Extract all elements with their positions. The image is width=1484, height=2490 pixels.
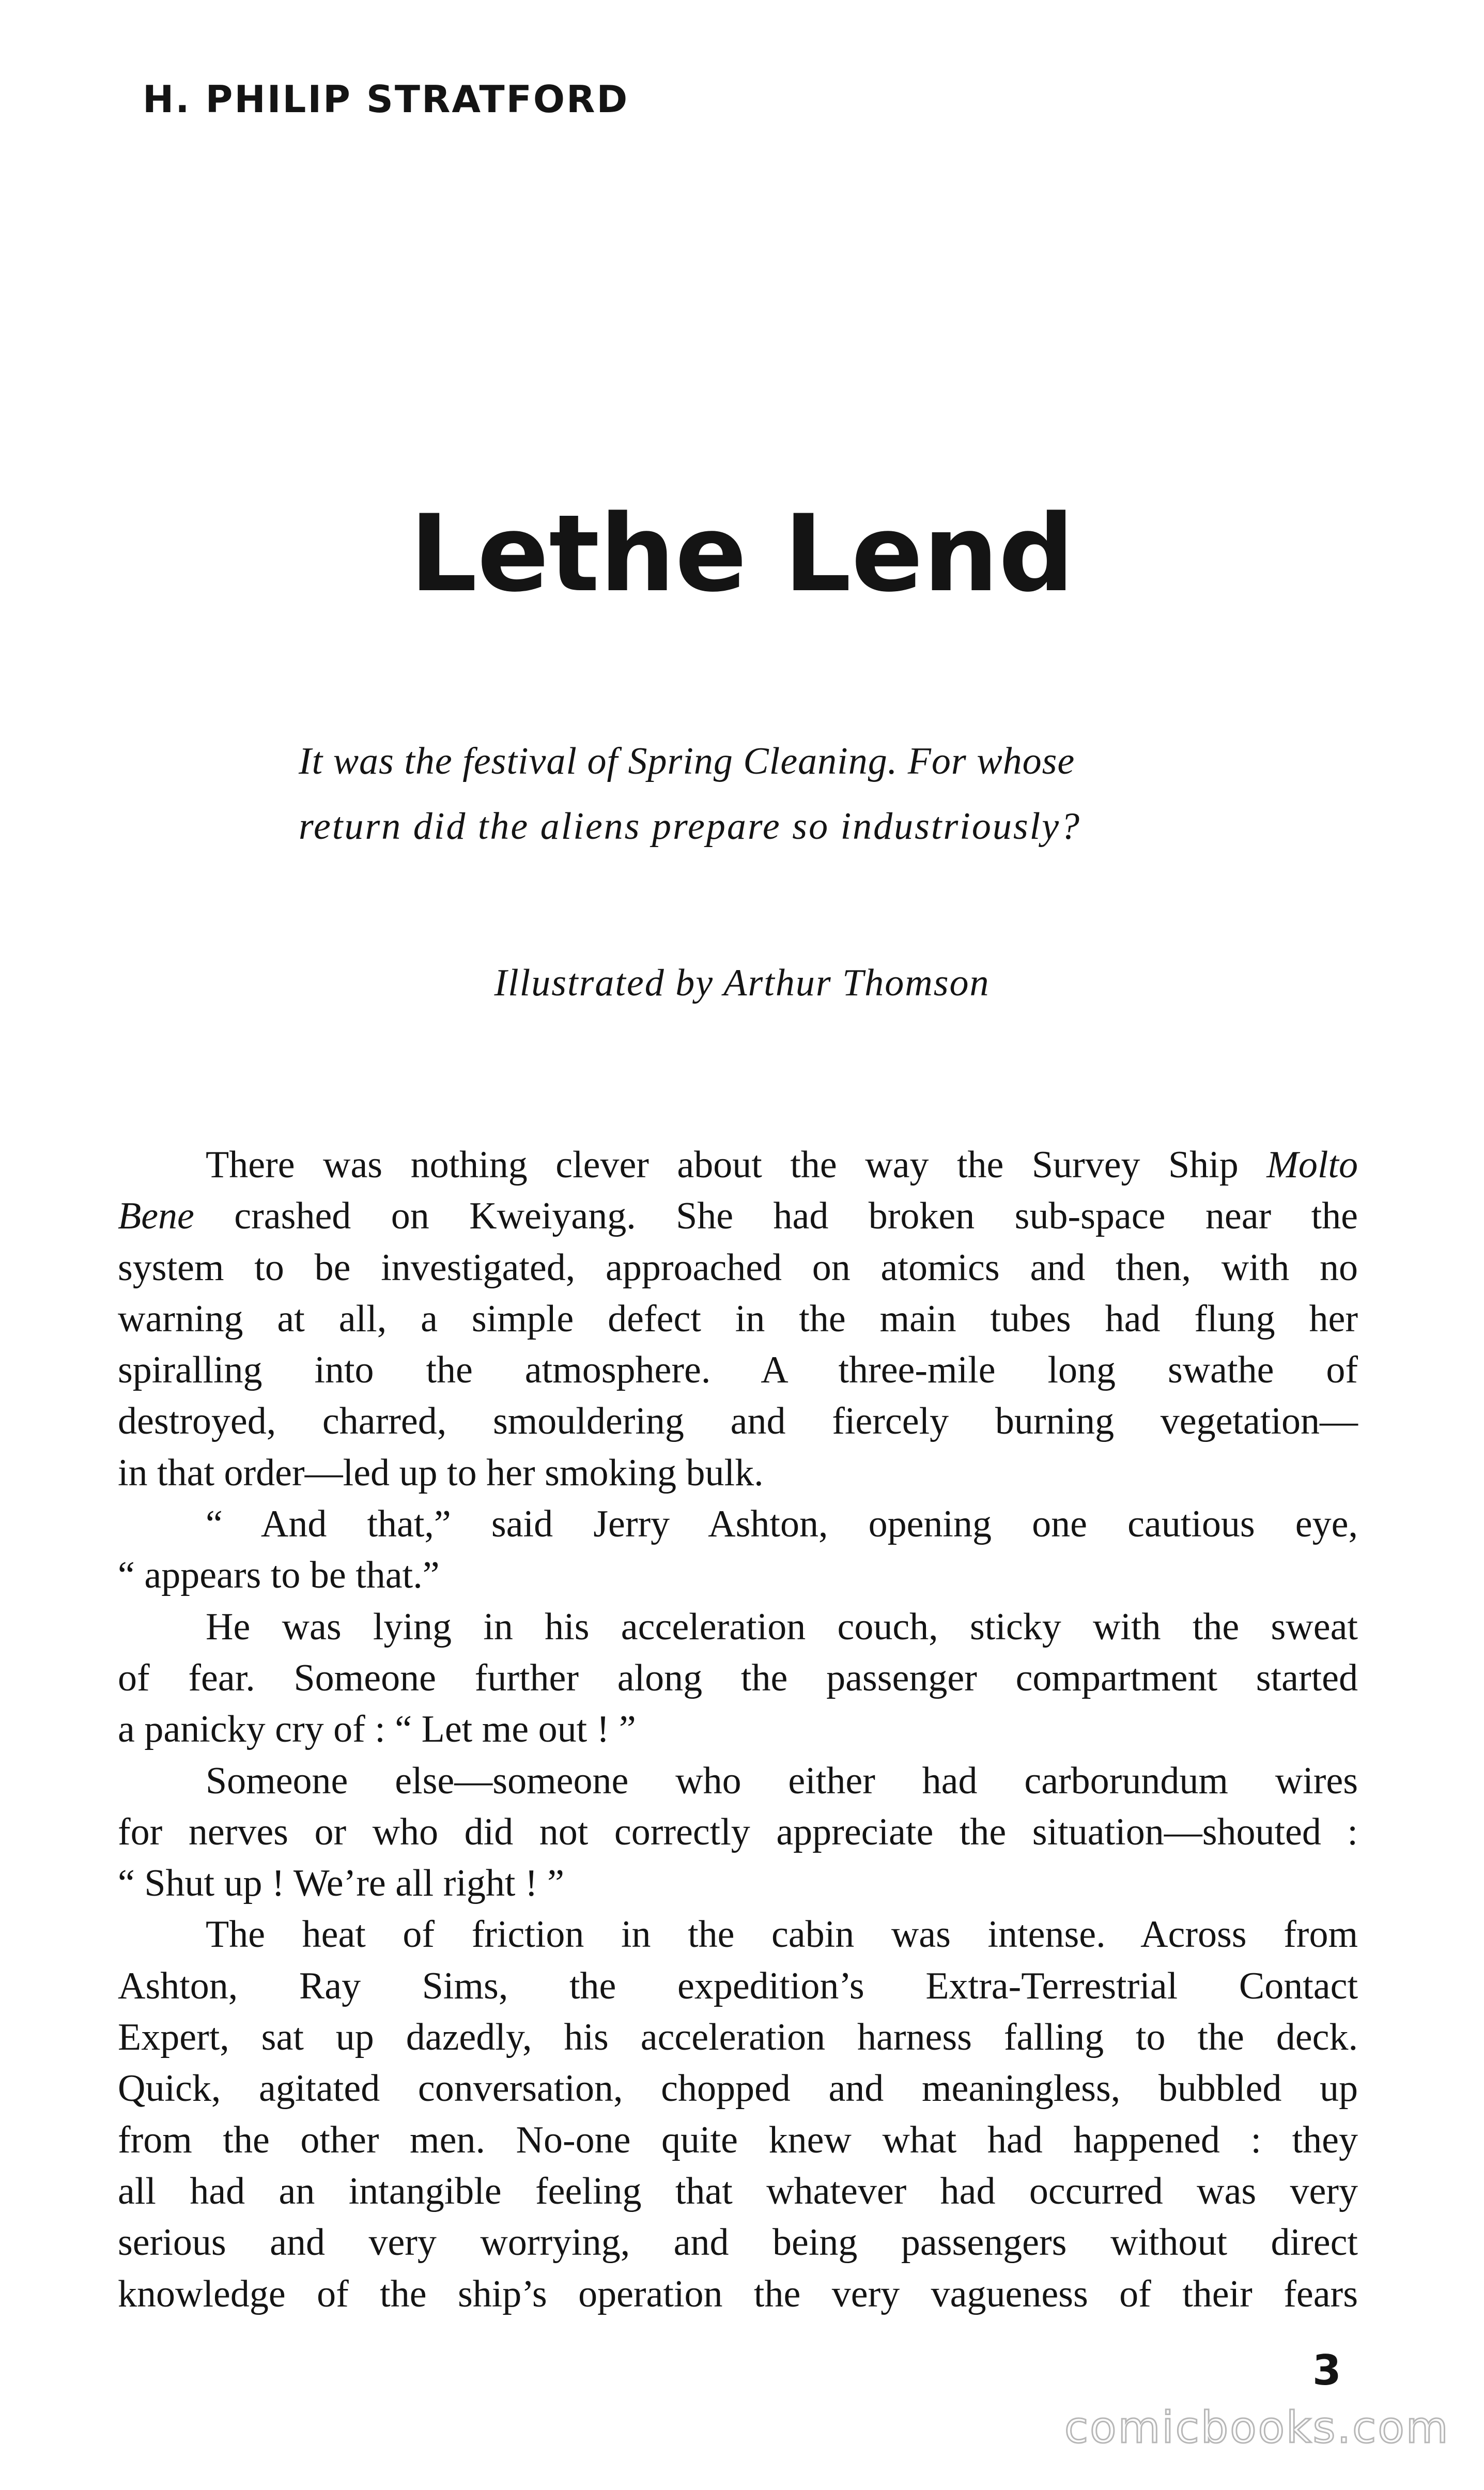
body-line: Bene crashed on Kweiyang. She had broken sub-space near the bbox=[118, 1195, 1358, 1238]
body-line: Quick, agitated conversation, chopped and meaningless, bubbled up bbox=[118, 2067, 1358, 2110]
body-line: He was lying in his acceleration couch, sticky with the sweat bbox=[206, 1605, 1358, 1648]
body-line: serious and very worrying, and being passengers without direct bbox=[118, 2221, 1358, 2264]
story-blurb bbox=[299, 729, 1187, 859]
body-line: There was nothing clever about the way the Survey Ship Molto bbox=[206, 1144, 1358, 1186]
author-name: H. PHILIP STRATFORD bbox=[143, 78, 629, 121]
body-line: Ashton, Ray Sims, the expedition’s Extra-Terrestrial Contact bbox=[118, 1964, 1358, 2007]
body-line: knowledge of the ship’s operation the very vagueness of their fears bbox=[118, 2272, 1358, 2315]
body-line: spiralling into the atmosphere. A three-mile long swathe of bbox=[118, 1349, 1358, 1392]
body-line: for nerves or who did not correctly appreciate the situation—shouted : bbox=[118, 1810, 1358, 1853]
body-line: from the other men. No-one quite knew what had happened : they bbox=[118, 2118, 1358, 2161]
blurb-line: return did the aliens prepare so industriously? bbox=[299, 805, 1081, 848]
blurb-line: It was the festival of Spring Cleaning. For whose bbox=[299, 740, 1075, 782]
body-line: “ appears to be that.” bbox=[118, 1554, 440, 1597]
ship-name: Molto bbox=[1266, 1144, 1358, 1186]
body-line: a panicky cry of : “ Let me out ! ” bbox=[118, 1708, 636, 1751]
body-line: “ And that,” said Jerry Ashton, opening one cautious eye, bbox=[206, 1503, 1358, 1546]
ship-name: Bene bbox=[118, 1195, 194, 1238]
story-title: Lethe Lend bbox=[409, 493, 1075, 616]
page-number: 3 bbox=[1312, 2346, 1341, 2394]
body-line: The heat of friction in the cabin was intense. Across from bbox=[206, 1913, 1358, 1956]
body-line: in that order—led up to her smoking bulk. bbox=[118, 1451, 764, 1494]
body-line: system to be investigated, approached on atomics and then, with no bbox=[118, 1246, 1358, 1289]
body-line: Someone else—someone who either had carborundum wires bbox=[206, 1759, 1358, 1802]
illustrator-credit: Illustrated by Arthur Thomson bbox=[494, 962, 990, 1004]
body-line: of fear. Someone further along the passenger compartment started bbox=[118, 1656, 1358, 1699]
story-body bbox=[118, 1140, 1358, 2320]
site-watermark: comicbooks.com bbox=[1064, 2402, 1450, 2453]
body-line: Expert, sat up dazedly, his acceleration harness falling to the deck. bbox=[118, 2016, 1358, 2059]
body-line: all had an intangible feeling that whatever had occurred was very bbox=[118, 2170, 1358, 2212]
body-line: destroyed, charred, smouldering and fiercely burning vegetation— bbox=[118, 1400, 1358, 1443]
body-line: warning at all, a simple defect in the main tubes had flung her bbox=[118, 1297, 1358, 1340]
body-line: “ Shut up ! We’re all right ! ” bbox=[118, 1862, 564, 1905]
